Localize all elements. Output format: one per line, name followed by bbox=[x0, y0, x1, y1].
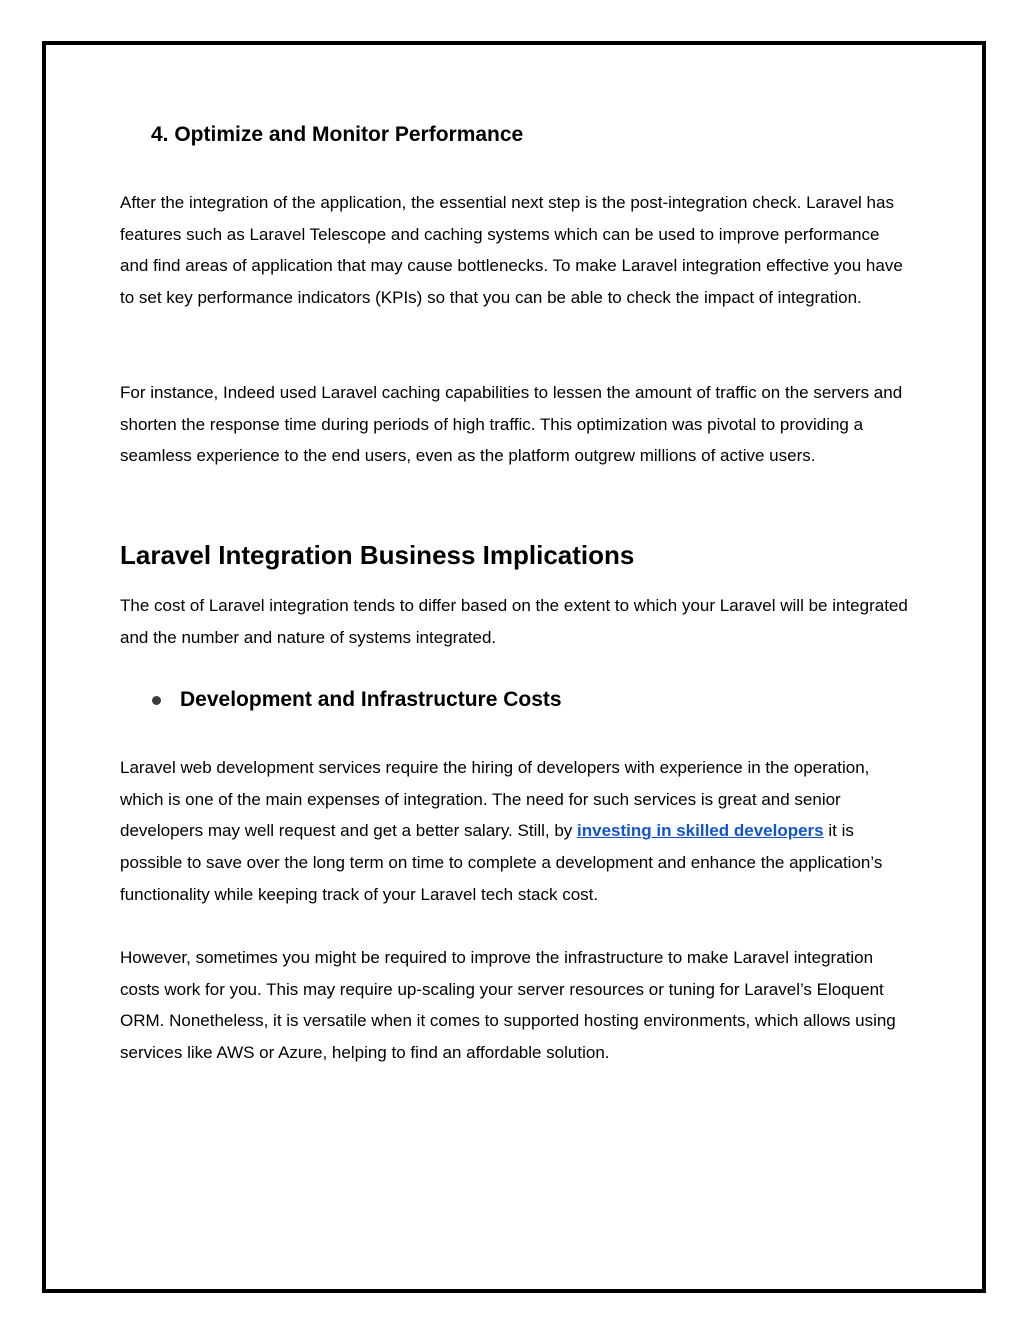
paragraph-text-before-link: Laravel web development services require the hiring of developers with experience in the operation, which is one of the main expenses of integration. The need for such services is great and senior developers may well request and get a better salary. Still, by bbox=[120, 758, 870, 841]
paragraph-post-integration: After the integration of the application, the essential next step is the post-integration check. Laravel has features such as Laravel Telescope and caching systems which can be used to improve performance and find areas of application that may cause bottlenecks. To make Laravel integration effective you have to set key performance indicators (KPIs) so that you can be able to check the impact of integration. bbox=[120, 193, 903, 308]
bullet-dot-icon bbox=[152, 696, 161, 705]
section-heading: 4. Optimize and Monitor Performance bbox=[151, 123, 524, 146]
paragraph-cost-intro: The cost of Laravel integration tends to differ based on the extent to which your Laravel will be integrated and the number and nature of systems integrated. bbox=[120, 596, 908, 647]
main-heading: Laravel Integration Business Implications bbox=[120, 540, 635, 570]
investing-in-skilled-developers-link[interactable]: investing in skilled developers bbox=[577, 821, 824, 841]
paragraph-indeed-example: For instance, Indeed used Laravel caching capabilities to lessen the amount of traffic on the servers and shorten the response time during periods of high traffic. This optimization was pivotal to providing a seamless experience to the end users, even as the platform outgrew millions of active users. bbox=[120, 383, 903, 466]
paragraph-development-costs bbox=[120, 752, 910, 911]
paragraph-infrastructure: However, sometimes you might be required to improve the infrastructure to make Laravel integration costs work for you. This may require up-scaling your server resources or tuning for Laravel’s Eloquent ORM. Nonetheless, it is versatile when it comes to supported hosting environments, which allows using services like AWS or Azure, helping to find an affordable solution. bbox=[120, 948, 896, 1063]
paragraph-text-after-link: it is possible to save over the long term on time to complete a development and enhance the application’s functionality while keeping track of your Laravel tech stack cost. bbox=[120, 821, 883, 904]
bullet-heading bbox=[152, 686, 562, 714]
bullet-heading-text: Development and Infrastructure Costs bbox=[180, 688, 562, 711]
